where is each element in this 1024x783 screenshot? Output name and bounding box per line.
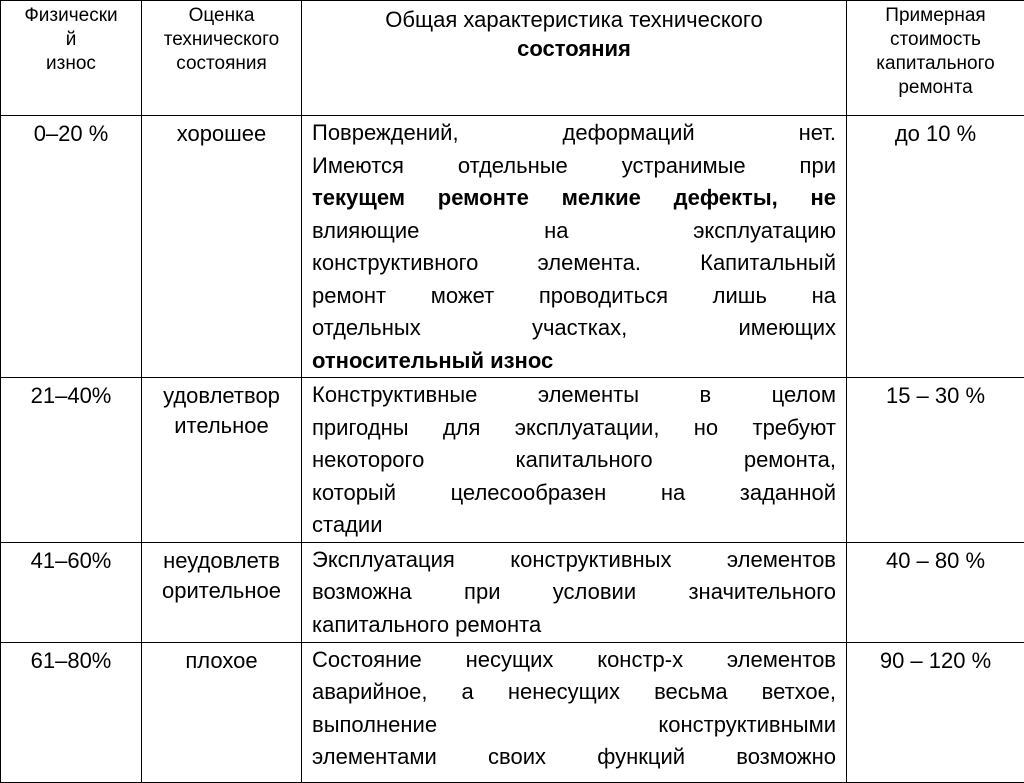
cost-cell: 40 – 80 % xyxy=(847,542,1024,642)
description-cell: Эксплуатация конструктивных элементов возможна при условии значительного капитального ремонта xyxy=(302,542,847,642)
cost-cell: до 10 % xyxy=(847,116,1024,378)
cost-cell: 15 – 30 % xyxy=(847,378,1024,543)
table-row xyxy=(1,378,1024,543)
table-row xyxy=(1,642,1024,782)
description-cell: Повреждений, деформаций нет. Имеются отдельные устранимые при текущем ремонте мелкие дефекты, не влияющие на эксплуатацию конструктивного элемента. Капитальный ремонт может проводиться лишь на отдельных участках, имеющих относительный износ xyxy=(302,116,847,378)
rating-cell: хорошее xyxy=(142,116,302,378)
header-repair-cost: Примерная стоимость капитального ремонта xyxy=(847,1,1024,116)
table-row xyxy=(1,116,1024,378)
wear-cell: 61–80% xyxy=(1,642,142,782)
header-technical-rating: Оценка технического состояния xyxy=(142,1,302,116)
rating-cell: удовлетвор ительное xyxy=(142,378,302,543)
wear-cell: 41–60% xyxy=(1,542,142,642)
wear-cell: 0–20 % xyxy=(1,116,142,378)
cost-cell: 90 – 120 % xyxy=(847,642,1024,782)
rating-cell: плохое xyxy=(142,642,302,782)
wear-cell: 21–40% xyxy=(1,378,142,543)
rating-cell: неудовлетв орительное xyxy=(142,542,302,642)
description-cell: Конструктивные элементы в целом пригодны для эксплуатации, но требуют некоторого капитального ремонта, который целесообразен на заданной стадии xyxy=(302,378,847,543)
header-physical-wear: Физически й износ xyxy=(1,1,142,116)
header-row xyxy=(1,1,1024,116)
description-cell: Состояние несущих констр-х элементов аварийное, а ненесущих весьма ветхое, выполнение конструктивными элементами своих функций возможно xyxy=(302,642,847,782)
table-row xyxy=(1,542,1024,642)
header-general-characteristic: Общая характеристика технического состояния xyxy=(302,1,847,116)
